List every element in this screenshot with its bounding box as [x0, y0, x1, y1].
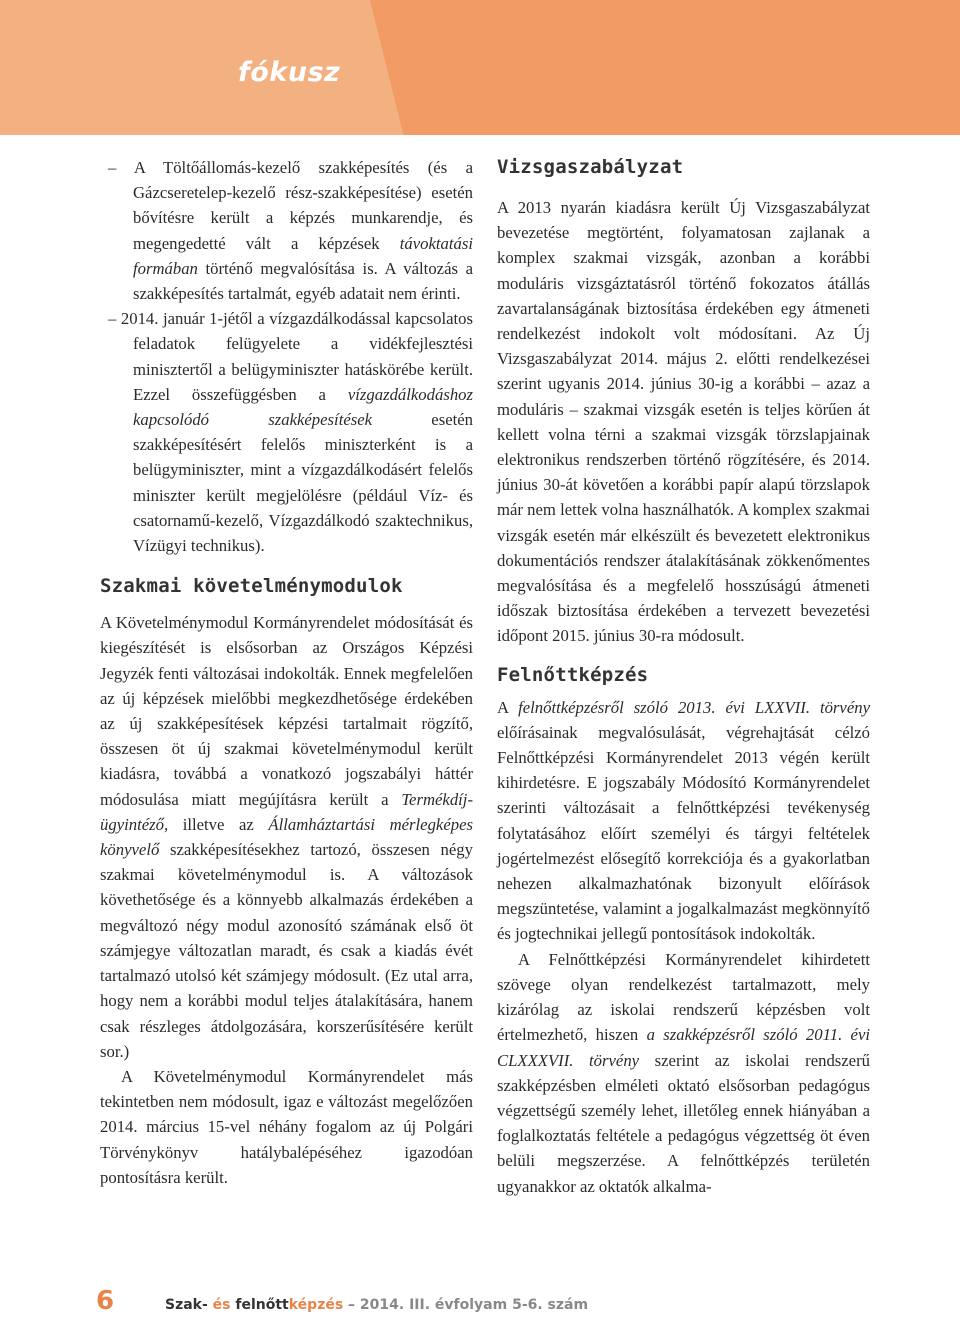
text: képzés — [288, 1297, 344, 1313]
text: A Felnőttképzési Kormányrendelet kihirdetett szövege olyan rendelkezést tartalmazott, mely kizárólag az iskolai rendszerű képzésben volt értelmezhető, hiszen — [497, 949, 870, 1045]
paragraph-modulok-2: A Követelménymodul Kormányrendelet más tekintetben nem módosult, igaz e változást megelőzően 2014. március 15-vel néhány fogalom az új Polgári Törvénykönyv hatálybalépéséhez igazodóan pontosításra került. — [100, 1066, 473, 1187]
text: A Követelménymodul Kormányrendelet módosítását és kiegészítését is elsősorban az Országos Képzési Jegyzék fenti változásai indokolták. Ennek megfelelően az új képzések mielőbbi megkezdhetősége érdekében az új szakképesítések képzési tartalmait rögzítő, összesen öt új szakmai követelménymodul került kiadásra, továbbá a vonatkozó jogszabályi háttér módosulása miatt megújításra került a — [100, 613, 473, 809]
paragraph-vizsgaszabalyzat: A 2013 nyarán kiadásra került Új Vizsgaszabályzat bevezetése megtörtént, folyamatosan zajlanak a komplex szakmai vizsgák, azonban a korábbi moduláris vizsgáztatásról történő fokozatos átállás zavartalanságának biztosítása érdekében egy átmeneti rendelkezést indokolt volt módosítani. Az Új Vizsgaszabályzat 2014. május 2. előtti rendelkezései szerint ugyanis 2014. június 30-ig a korábbi – azaz a moduláris – szakmai vizsgák esetén is teljes körűen át kellett volna térni a szakmai vizsgák törzslapjainak elektronikus rendszerben történő rögzítésére, és 2014. június 30-át követően a korábbi papír alapú törzslapok már nem lettek volna használhatók. A komplex szakmai vizsgák esetén már elkészült és bevezetett elektronikus dokumentációs rendszer átalakításának zökkenőmentes megvalósítása és a megfelelő hosszúságú átmeneti időszak biztosítása érdekében a tervezett bevezetési időpont 2015. június 30-ra módosult. — [497, 198, 870, 646]
italic-text: vízgazdálkodáshoz kapcsolódó szakképesítések — [133, 384, 473, 430]
section-title: fókusz — [238, 57, 341, 88]
text: szerint az iskolai rendszerű szakképzésben elméleti oktató elsősorban pedagógus végzettségű személy lehet, illetőleg ennek hiányában a foglalkoztatás feltétele a pedagógus végzettség öt éven belüli megszerzése. A felnőttképzés területén ugyanakkor az oktatók alkalma- — [497, 1050, 870, 1196]
text: szakképesítésekhez tartozó, összesen négy szakmai követelménymodul is. A változások követhetősége és a könnyebb alkalmazás érdekében a megváltozó négy modul azonosító számának első öt számjegye változatlan maradt, és csak a kiadás évét tartalmazó utolsó két számjegy módosult. (Ez utal arra, hogy nem a korábbi modul teljes átalakítására, hanem csak részleges átdolgozására, korszerűsítésére került sor.) — [100, 840, 473, 1061]
text: és — [207, 1297, 236, 1313]
text: 2014. január 1-jétől a vízgazdálkodással kapcsolatos feladatok felügyelete a vidékfejlesztési minisztertől a belügyminiszter hatáskörébe került. Ezzel összefüggésben a — [120, 309, 473, 404]
paragraph-felnottkepzes-1 — [497, 695, 870, 947]
text: előírásainak megvalósulását, végrehajtását célzó Felnőttképzési Kormányrendelet 2013 végén került kihirdetésre. E jogszabály Módosító Kormányrendelet szerinti változásait a felnőttképzési tevékenység folytatásához előírt személyi és tárgyi feltételek jogértelmezést elősegítő korrekciója és a gyakorlatban nehezen alkalmazhatónak bizonyult előírások megszüntetése, valamint a jogalkalmazást megkönnyítő és jogtechnikai jellegű pontosítások indokolták. — [497, 722, 870, 944]
bullet-paragraph-2 — [100, 306, 473, 558]
text: A — [497, 697, 519, 717]
heading-vizsgaszabalyzat: Vizsgaszabályzat — [497, 156, 684, 178]
heading-felnottkepzes: Felnőttképzés — [497, 663, 649, 686]
right-column — [497, 155, 870, 1199]
text: – 2014. III. évfolyam 5-6. szám — [343, 1297, 589, 1313]
text: Szak- — [165, 1297, 208, 1313]
text: történő megvalósítása is. A változás a szakképesítés tartalmát, egyéb adatait nem érinti. — [133, 258, 473, 304]
paragraph-felnottkepzes-2 — [497, 947, 870, 1199]
header-diagonal-stripe — [320, 0, 960, 135]
text: felnőtt — [235, 1297, 289, 1313]
text: A Töltőállomás-kezelő szakképesítés (és a Gázcseretelep-kezelő rész-szakképesítése) esetén bővítésre került a képzés munkarendje, és megengedetté vált a képzések — [133, 158, 473, 253]
italic-text: Államháztartási mérlegképes könyvelő — [100, 814, 473, 860]
text: esetén szakképesítésért felelős miniszterként is a belügyminiszter, mint a vízgazdálkodásért felelős miniszter került megjelölésre (például Víz- és csatornamű-kezelő, Vízgazdálkodó szaktechnikus, Vízügyi technikus). — [133, 410, 473, 556]
bullet-paragraph-1 — [100, 155, 473, 306]
italic-text: a szakképzésről szóló 2011. évi CLXXXVII. törvény — [497, 1025, 870, 1070]
page-number: 6 — [96, 1286, 115, 1316]
paragraph-modulok-1 — [100, 610, 473, 1064]
left-column — [100, 155, 473, 1190]
italic-text: Termékdíj-ügyintéző, — [100, 789, 473, 834]
heading-szakmai-kovetelmenymodulok: Szakmai követelménymodulok — [100, 575, 403, 598]
header-band — [0, 0, 960, 135]
magazine-footer — [165, 1297, 588, 1313]
dash: – — [108, 309, 117, 329]
italic-text: távoktatási formában — [133, 233, 473, 278]
text: illetve az — [168, 814, 269, 834]
dash: – — [108, 158, 117, 177]
italic-text: felnőttképzésről szóló 2013. évi LXXVII. törvény — [518, 697, 870, 717]
